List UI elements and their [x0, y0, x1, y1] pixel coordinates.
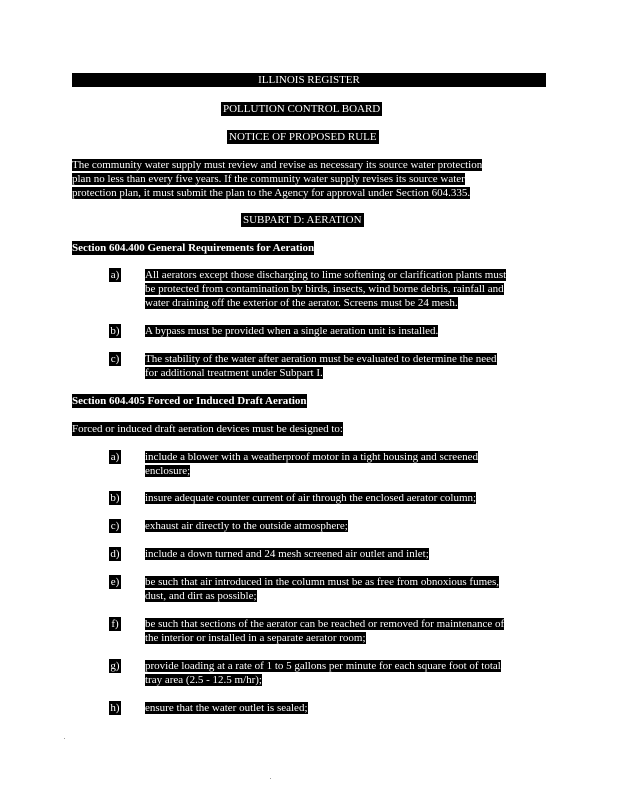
notice-title: NOTICE OF PROPOSED RULE [229, 131, 377, 143]
item-line: All aerators except those discharging to lime softening or clarification plants must [145, 269, 507, 281]
item-letter: h) [110, 702, 120, 714]
item-line: provide loading at a rate of 1 to 5 gallons per minute for each square foot of total [145, 660, 501, 672]
item-letter: c) [110, 520, 120, 532]
item-letter: f) [109, 617, 121, 631]
list-item [145, 575, 499, 603]
item-line: exhaust air directly to the outside atmosphere; [145, 520, 348, 532]
item-letter: a) [110, 269, 120, 281]
list-item [145, 617, 504, 645]
list-item [145, 547, 429, 561]
list-item [145, 519, 348, 533]
item-line: water draining off the exterior of the aerator. Screens must be 24 mesh. [145, 297, 458, 309]
board-title: POLLUTION CONTROL BOARD [223, 103, 381, 115]
item-line: ensure that the water outlet is sealed; [145, 702, 308, 714]
list-item [145, 268, 506, 310]
item-letter: g) [110, 660, 120, 672]
item-letter: e) [110, 576, 120, 588]
item-line: be protected from contamination by birds, insects, wind borne debris, rainfall and [145, 283, 504, 295]
item-line: tray area (2.5 - 12.5 m/hr); [145, 674, 262, 686]
section-405-intro: Forced or induced draft aeration devices must be designed to: [72, 423, 343, 435]
list-item [145, 324, 438, 338]
item-letter: d) [110, 548, 120, 560]
subpart-heading: SUBPART D: AERATION [243, 214, 362, 226]
item-line: The stability of the water after aeration must be evaluated to determine the need [145, 353, 497, 365]
list-item [145, 352, 497, 380]
list-item [145, 450, 478, 478]
intro-line: protection plan, it must submit the plan to the Agency for approval under Section 604.335. [72, 187, 471, 199]
section-400-heading: Section 604.400 General Requirements for Aeration [72, 242, 315, 254]
item-letter: b) [110, 325, 120, 337]
item-line: enclosure; [145, 465, 191, 477]
item-line: include a blower with a weatherproof motor in a tight housing and screened [145, 451, 478, 463]
section-405-heading: Section 604.405 Forced or Induced Draft Aeration [72, 395, 307, 407]
item-line: insure adequate counter current of air through the enclosed aerator column; [145, 492, 477, 504]
item-letter: b) [110, 492, 120, 504]
list-item [145, 491, 476, 505]
item-letter: c) [110, 353, 120, 365]
register-title: ILLINOIS REGISTER [258, 74, 360, 86]
item-line: A bypass must be provided when a single aeration unit is installed. [145, 325, 439, 337]
intro-line: plan no less than every five years. If the community water supply revises its source water [72, 173, 465, 185]
scan-speck [270, 778, 271, 779]
intro-line: The community water supply must review and revise as necessary its source water protection [72, 159, 483, 171]
item-line: include a down turned and 24 mesh screened air outlet and inlet; [145, 548, 429, 560]
item-line: the interior or installed in a separate aerator room; [145, 632, 366, 644]
item-letter: a) [110, 451, 120, 463]
intro-paragraph [72, 158, 532, 200]
scan-speck [64, 738, 65, 739]
item-line: be such that air introduced in the column must be as free from obnoxious fumes, [145, 576, 500, 588]
list-item [145, 659, 501, 687]
item-line: dust, and dirt as possible; [145, 590, 257, 602]
list-item [145, 701, 308, 715]
item-line: be such that sections of the aerator can be reached or removed for maintenance of [145, 618, 505, 630]
item-line: for additional treatment under Subpart I. [145, 367, 323, 379]
